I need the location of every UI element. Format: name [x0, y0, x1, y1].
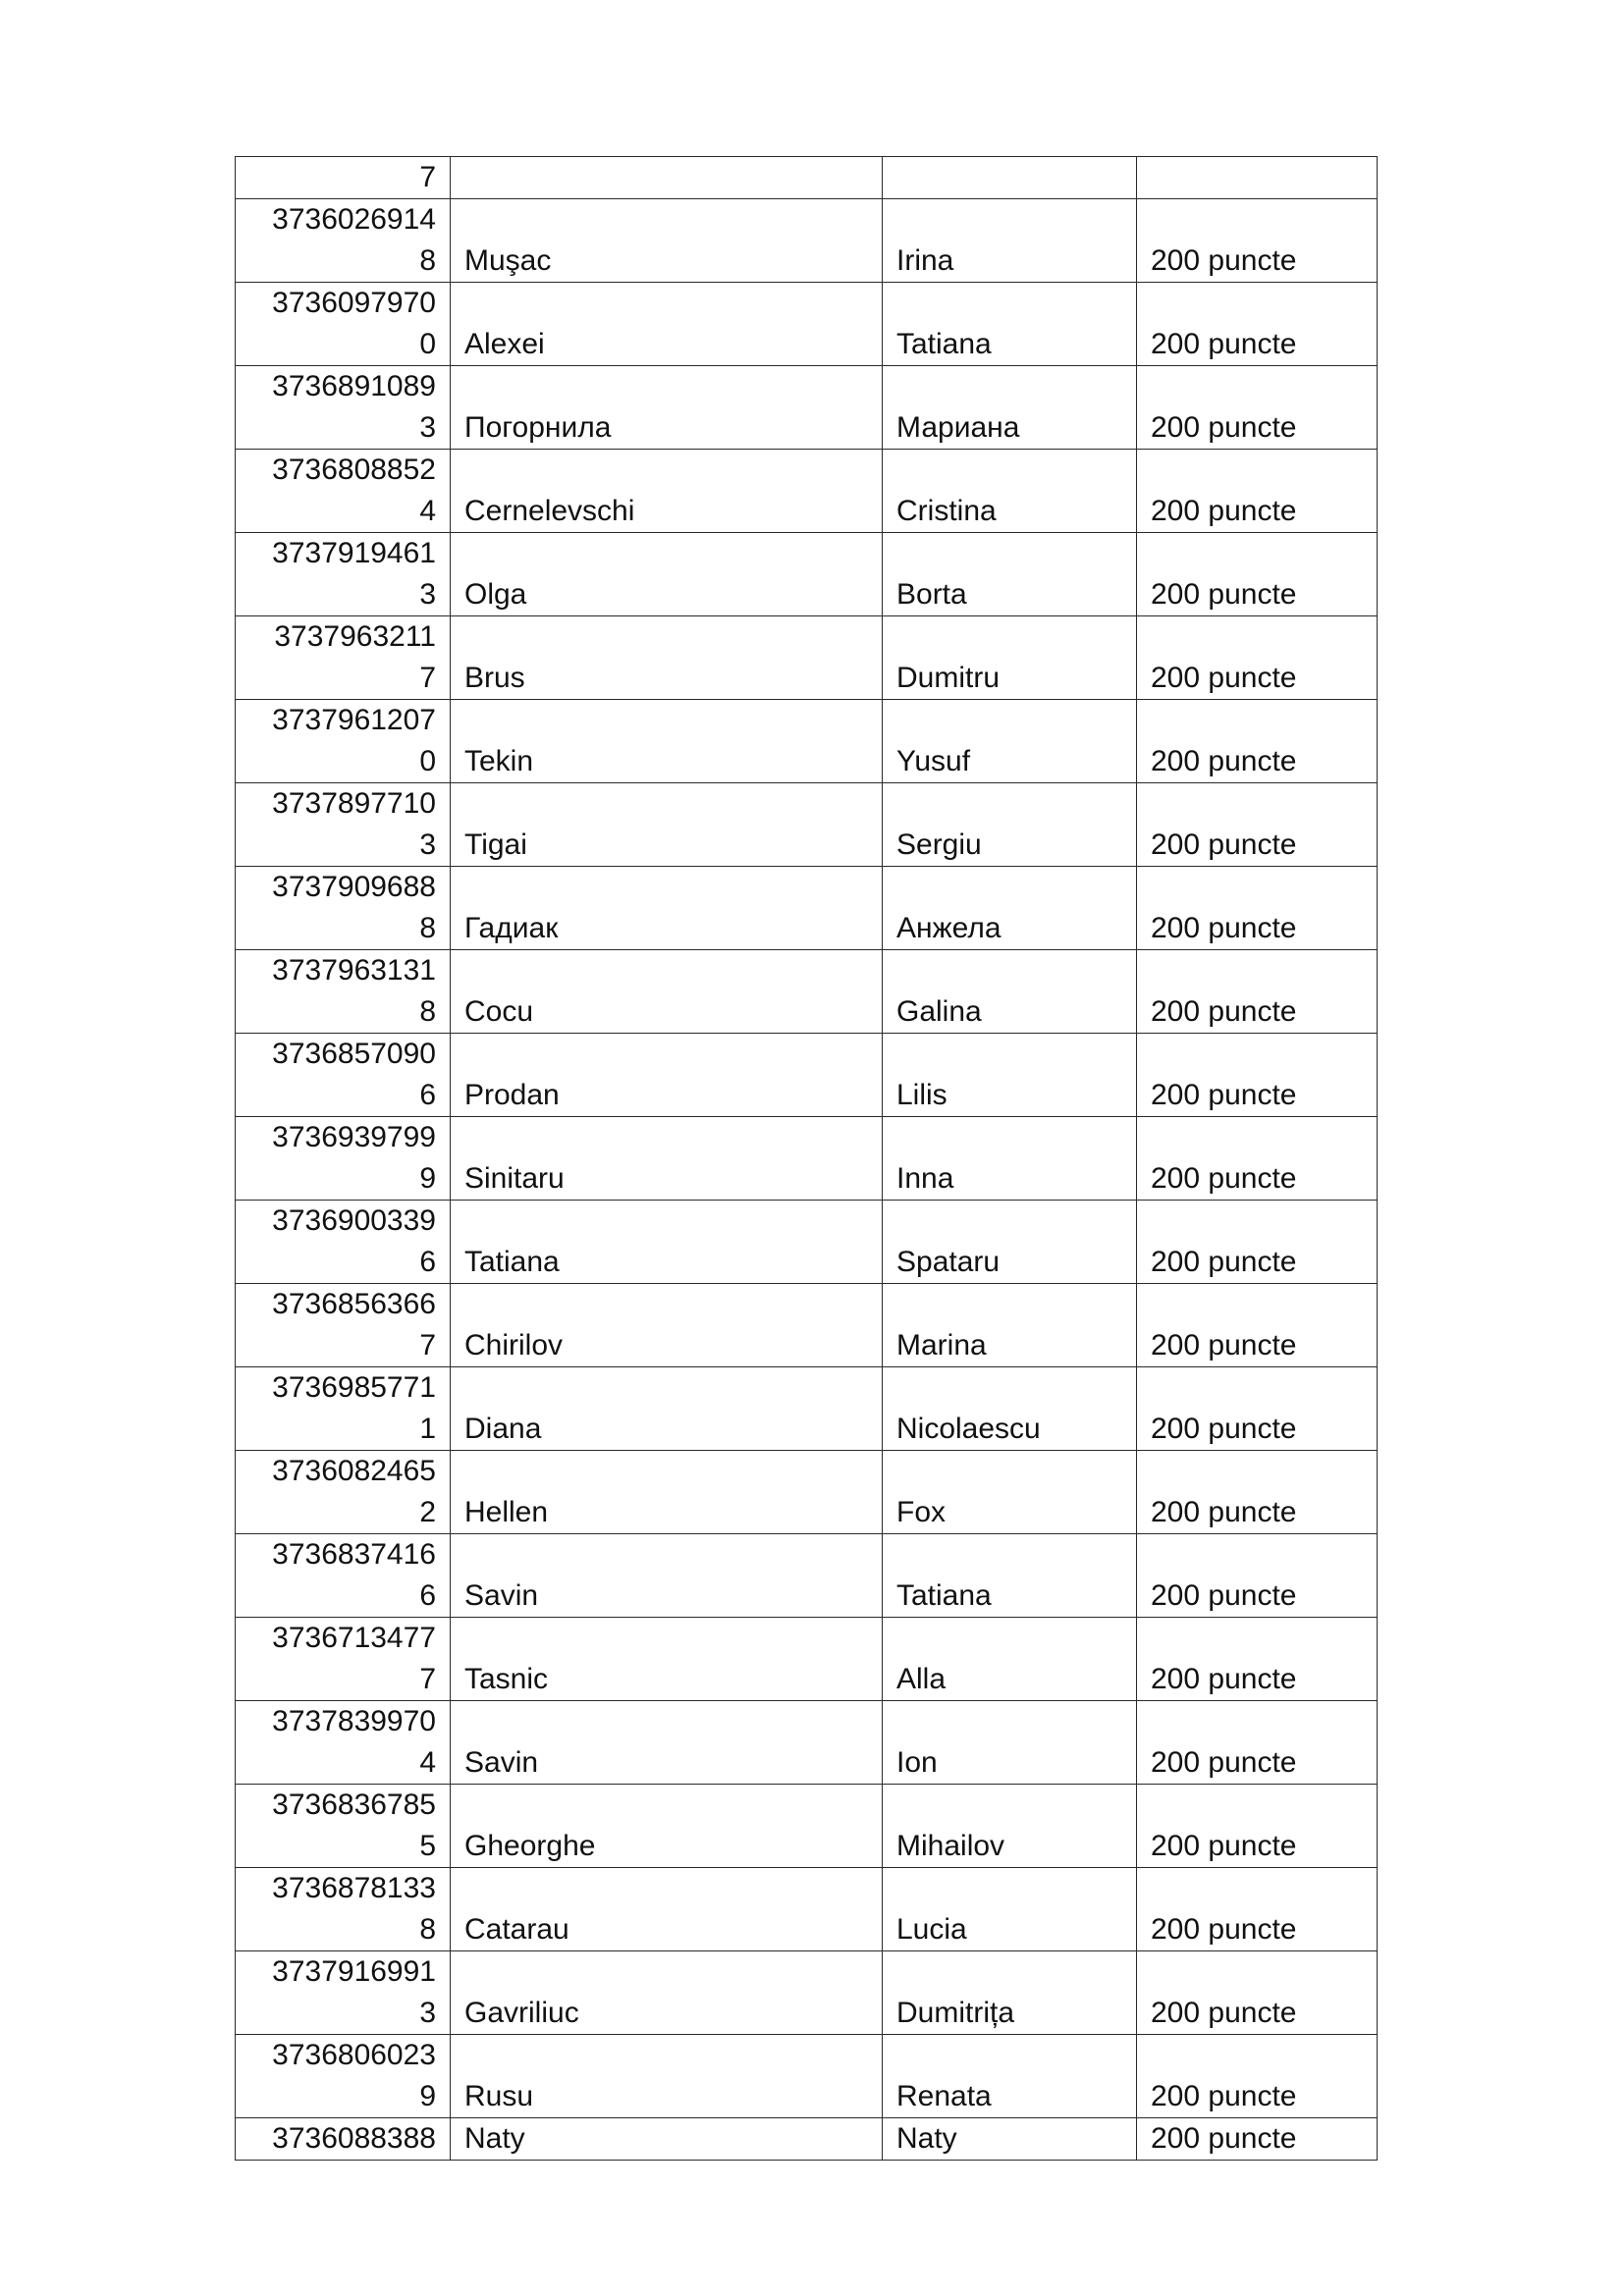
points-cell [1137, 157, 1378, 199]
table-row [236, 700, 1378, 783]
table-row [236, 283, 1378, 366]
phone-cell [236, 1951, 451, 2035]
phone-number-head: 3737909688 [272, 871, 436, 903]
phone-number-tail: 3 [419, 578, 436, 611]
first-name-cell: Мариана [883, 366, 1137, 450]
phone-number-head: 3737897710 [272, 787, 436, 820]
table-row [236, 867, 1378, 950]
phone-number-tail: 3 [419, 411, 436, 444]
phone-cell [236, 366, 451, 450]
table-row [236, 783, 1378, 867]
first-name-cell: Nicolaescu [883, 1367, 1137, 1451]
phone-number-tail: 7 [419, 161, 436, 193]
points-cell: 200 puncte [1137, 1701, 1378, 1785]
phone-number-tail: 2 [419, 1496, 436, 1528]
points-cell: 200 puncte [1137, 1034, 1378, 1117]
phone-cell [236, 1201, 451, 1284]
first-name-cell: Galina [883, 950, 1137, 1034]
phone-number-tail: 7 [419, 1329, 436, 1362]
last-name-cell: Naty [451, 2118, 883, 2161]
phone-cell [236, 700, 451, 783]
phone-cell [236, 1451, 451, 1534]
last-name-cell: Chirilov [451, 1284, 883, 1367]
phone-number-tail: 9 [419, 2080, 436, 2112]
phone-number-tail: 5 [419, 1830, 436, 1862]
phone-number-head: 3736878133 [272, 1872, 436, 1904]
phone-number-head: 3736939799 [272, 1121, 436, 1153]
points-cell: 200 puncte [1137, 1534, 1378, 1618]
first-name-cell: Dumitru [883, 616, 1137, 700]
phone-number-head: 3736856366 [272, 1288, 436, 1320]
phone-cell [236, 616, 451, 700]
points-cell: 200 puncte [1137, 1951, 1378, 2035]
table-body [236, 157, 1378, 2161]
phone-cell [236, 1618, 451, 1701]
first-name-cell: Yusuf [883, 700, 1137, 783]
points-cell: 200 puncte [1137, 950, 1378, 1034]
table-row [236, 950, 1378, 1034]
points-cell: 200 puncte [1137, 1284, 1378, 1367]
phone-number-tail: 7 [419, 662, 436, 694]
table-row [236, 1951, 1378, 2035]
table-row [236, 1201, 1378, 1284]
phone-cell [236, 867, 451, 950]
first-name-cell: Ion [883, 1701, 1137, 1785]
table-row [236, 199, 1378, 283]
table-row [236, 616, 1378, 700]
table-row [236, 1367, 1378, 1451]
phone-number-tail: 8 [419, 1913, 436, 1946]
phone-number-head: 3736806023 [272, 2039, 436, 2071]
last-name-cell: Savin [451, 1701, 883, 1785]
phone-number-tail: 4 [419, 495, 436, 527]
table-row [236, 2035, 1378, 2118]
last-name-cell: Alexei [451, 283, 883, 366]
phone-number-head: 3736900339 [272, 1204, 436, 1237]
phone-cell [236, 1117, 451, 1201]
phone-number-head: 3736808852 [272, 454, 436, 486]
last-name-cell: Muşac [451, 199, 883, 283]
phone-number-head: 3737963131 [272, 954, 436, 987]
phone-cell [236, 2035, 451, 2118]
first-name-cell: Irina [883, 199, 1137, 283]
points-cell: 200 puncte [1137, 1451, 1378, 1534]
phone-number-head: 3736985771 [272, 1371, 436, 1404]
last-name-cell: Olga [451, 533, 883, 616]
phone-number-tail: 0 [419, 328, 436, 360]
first-name-cell: Inna [883, 1117, 1137, 1201]
phone-cell [236, 157, 451, 199]
phone-cell [236, 1034, 451, 1117]
phone-number-head: 3737839970 [272, 1705, 436, 1737]
first-name-cell: Naty [883, 2118, 1137, 2161]
points-cell: 200 puncte [1137, 533, 1378, 616]
last-name-cell [451, 157, 883, 199]
table-row [236, 1701, 1378, 1785]
phone-cell [236, 1284, 451, 1367]
points-cell: 200 puncte [1137, 1367, 1378, 1451]
points-cell: 200 puncte [1137, 1117, 1378, 1201]
last-name-cell: Catarau [451, 1868, 883, 1951]
first-name-cell: Cristina [883, 450, 1137, 533]
points-cell: 200 puncte [1137, 867, 1378, 950]
table-row [236, 157, 1378, 199]
first-name-cell: Dumitrița [883, 1951, 1137, 2035]
table-row [236, 2118, 1378, 2161]
last-name-cell: Hellen [451, 1451, 883, 1534]
table-row [236, 450, 1378, 533]
first-name-cell: Alla [883, 1618, 1137, 1701]
points-cell: 200 puncte [1137, 450, 1378, 533]
table-row [236, 1284, 1378, 1367]
last-name-cell: Gheorghe [451, 1785, 883, 1868]
first-name-cell: Tatiana [883, 283, 1137, 366]
winners-table [235, 156, 1378, 2161]
points-cell: 200 puncte [1137, 783, 1378, 867]
phone-number-tail: 1 [419, 1413, 436, 1445]
last-name-cell: Cocu [451, 950, 883, 1034]
table-row [236, 1868, 1378, 1951]
phone-number-head: 3736836785 [272, 1789, 436, 1821]
first-name-cell: Lilis [883, 1034, 1137, 1117]
phone-number-head: 3736857090 [272, 1038, 436, 1070]
last-name-cell: Гадиак [451, 867, 883, 950]
points-cell: 200 puncte [1137, 1201, 1378, 1284]
first-name-cell: Lucia [883, 1868, 1137, 1951]
phone-cell [236, 199, 451, 283]
points-cell: 200 puncte [1137, 1785, 1378, 1868]
phone-number-tail: 6 [419, 1079, 436, 1111]
phone-cell [236, 783, 451, 867]
first-name-cell: Renata [883, 2035, 1137, 2118]
table-row [236, 1451, 1378, 1534]
table-row [236, 1034, 1378, 1117]
last-name-cell: Savin [451, 1534, 883, 1618]
first-name-cell: Mihailov [883, 1785, 1137, 1868]
table-row [236, 1117, 1378, 1201]
last-name-cell: Tekin [451, 700, 883, 783]
last-name-cell: Gavriliuc [451, 1951, 883, 2035]
first-name-cell: Анжела [883, 867, 1137, 950]
points-cell: 200 puncte [1137, 366, 1378, 450]
phone-number-head: 3737919461 [272, 537, 436, 569]
first-name-cell: Spataru [883, 1201, 1137, 1284]
last-name-cell: Brus [451, 616, 883, 700]
first-name-cell: Tatiana [883, 1534, 1137, 1618]
phone-cell [236, 1701, 451, 1785]
last-name-cell: Cernelevschi [451, 450, 883, 533]
first-name-cell [883, 157, 1137, 199]
phone-number-head: 3736713477 [272, 1622, 436, 1654]
last-name-cell: Diana [451, 1367, 883, 1451]
phone-number-tail: 8 [419, 912, 436, 944]
table-row [236, 1534, 1378, 1618]
first-name-cell: Borta [883, 533, 1137, 616]
phone-number-head: 3737963211 [274, 620, 436, 653]
phone-number-head: 3736082465 [272, 1455, 436, 1487]
phone-cell [236, 283, 451, 366]
last-name-cell: Tatiana [451, 1201, 883, 1284]
last-name-cell: Tigai [451, 783, 883, 867]
last-name-cell: Prodan [451, 1034, 883, 1117]
points-cell: 200 puncte [1137, 1868, 1378, 1951]
phone-number-head: 3736026914 [272, 203, 436, 236]
points-cell: 200 puncte [1137, 283, 1378, 366]
phone-number-tail: 6 [419, 1246, 436, 1278]
points-cell: 200 puncte [1137, 2118, 1378, 2161]
table-row [236, 366, 1378, 450]
points-cell: 200 puncte [1137, 1618, 1378, 1701]
first-name-cell: Sergiu [883, 783, 1137, 867]
first-name-cell: Fox [883, 1451, 1137, 1534]
phone-number-tail: 0 [419, 745, 436, 777]
phone-cell [236, 450, 451, 533]
phone-number: 3736088388 [272, 2122, 436, 2155]
phone-number-head: 3736837416 [272, 1538, 436, 1571]
phone-cell [236, 950, 451, 1034]
phone-cell [236, 533, 451, 616]
last-name-cell: Погорнила [451, 366, 883, 450]
phone-cell [236, 1534, 451, 1618]
table-row [236, 1785, 1378, 1868]
phone-number-tail: 3 [419, 1997, 436, 2029]
last-name-cell: Tasnic [451, 1618, 883, 1701]
phone-number-tail: 4 [419, 1746, 436, 1779]
phone-number-tail: 8 [419, 244, 436, 277]
phone-number-head: 3737961207 [272, 704, 436, 736]
phone-number-head: 3736097970 [272, 287, 436, 319]
table-row [236, 533, 1378, 616]
points-cell: 200 puncte [1137, 2035, 1378, 2118]
points-cell: 200 puncte [1137, 199, 1378, 283]
phone-number-tail: 9 [419, 1162, 436, 1195]
table-row [236, 1618, 1378, 1701]
phone-number-tail: 8 [419, 995, 436, 1028]
phone-number-tail: 6 [419, 1579, 436, 1612]
phone-number-tail: 3 [419, 828, 436, 861]
phone-number-tail: 7 [419, 1663, 436, 1695]
points-cell: 200 puncte [1137, 616, 1378, 700]
last-name-cell: Rusu [451, 2035, 883, 2118]
phone-cell [236, 1785, 451, 1868]
points-cell: 200 puncte [1137, 700, 1378, 783]
last-name-cell: Sinitaru [451, 1117, 883, 1201]
phone-number-head: 3737916991 [272, 1955, 436, 1988]
phone-cell [236, 1367, 451, 1451]
phone-number-head: 3736891089 [272, 370, 436, 402]
phone-cell [236, 1868, 451, 1951]
phone-cell [236, 2118, 451, 2161]
first-name-cell: Marina [883, 1284, 1137, 1367]
